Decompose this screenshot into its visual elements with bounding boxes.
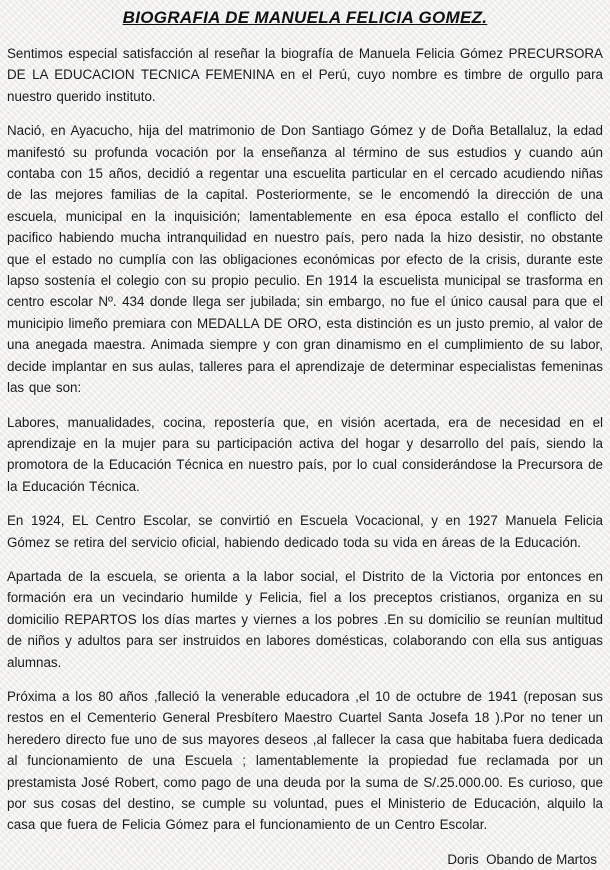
paragraph-death-and-legacy: Próxima a los 80 años ,falleció la venerable educadora ,el 10 de octubre de 1941 (reposan sus restos en el Cementerio General Presbítero Maestro Cuartel Santa Josefa 18 ).Por no tener un heredero directo fue uno de sus mayores deseos ,al fallecer la casa que habitaba fuera dedicada al funcionamiento de una Escuela ; lamentablemente la propiedad fue reclamada por un prestamista José Robert, como pago de una deuda por la suma de S/.25.000.00. Es curioso, que por sus cosas del destino, se cumple su voluntad, pues el Ministerio de Educación, alquilo la casa que fuera de Felicia Gómez para el funcionamiento de un Centro Escolar. — [7, 688, 603, 833]
author-signature: Doris Obando de Martos — [447, 851, 597, 867]
paragraph-workshops: Labores, manualidades, cocina, repostería que, en visión acertada, era de necesidad en el aprendizaje en la mujer para su participación activa del hogar y desarrollo del país, siendo la promotora de la Educación Técnica en nuestro país, por lo cual considerándose la Precursora de la Educación Técnica. — [7, 414, 603, 494]
paragraph-vocational-school: En 1924, EL Centro Escolar, se convirtió en Escuela Vocacional, y en 1927 Manuela Felicia Gómez se retira del servicio oficial, habiendo dedicado toda su vida en áreas de la Educación. — [7, 513, 603, 550]
paragraph-birth-and-career: Nació, en Ayacucho, hija del matrimonio de Don Santiago Gómez y de Doña Betallaluz, la edad manifestó su profunda vocación por la enseñanza al término de sus estudios y cuando aún contaba con 15 años, decidió a regentar una escuelita particular en el cercado acudiendo niñas de las mejores familias de la capital. Posteriormente, se le encomendó la dirección de una escuela, municipal en la inquisición; lamentablemente en esa época estallo el conflicto del pacifico habiendo mucha intranquilidad en nuestro país, pero nada la hizo desistir, no obstante que el estado no cumplía con las obligaciones económicas por efecto de la crisis, durante este lapso sostenía el colegio con su propio peculio. En 1914 la escuelista municipal se trasforma en centro escolar Nº. 434 donde llega ser jubilada; sin embargo, no fue el único causal para que el municipio limeño premiara con MEDALLA DE ORO, esta distinción es un justo premio, al valor de una anegada maestra. Animada siempre y con gran dinamismo en el cumplimiento de su labor, decide implantar en sus aulas, talleres para el aprendizaje de determinar especialistas femeninas las que son: — [7, 123, 603, 396]
document-title: BIOGRAFIA DE MANUELA FELICIA GOMEZ. — [122, 8, 488, 27]
paragraph-social-work: Apartada de la escuela, se orienta a la labor social, el Distrito de la Victoria por entonces en formación era un vecindario humilde y Felicia, fiel a los preceptos cristianos, organiza en su domicilio REPARTOS los días martes y viernes a los pobres .En su domicilio se reunían multitud de niños y adultos para ser instruidos en labores domésticas, colaborando con ella sus antiguas alumnas. — [7, 568, 603, 670]
paragraph-intro: Sentimos especial satisfacción al reseñar la biografía de Manuela Felicia Gómez PRECURSORA DE LA EDUCACION TECNICA FEMENINA en el Perú, cuyo nombre es timbre de orgullo para nuestro querido instituto. — [7, 46, 603, 104]
